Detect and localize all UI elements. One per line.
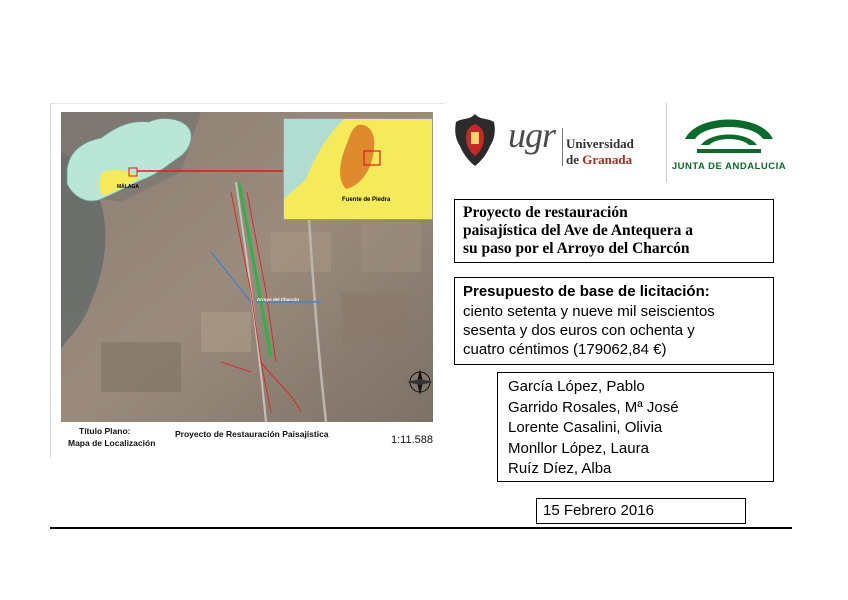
junta-arc-icon (667, 103, 791, 159)
plan-title-value: Mapa de Localización (68, 438, 156, 448)
document-date: 15 Febrero 2016 (543, 502, 654, 519)
fuente-de-piedra-label: Fuente de Piedra (342, 197, 391, 203)
project-caption: Proyecto de Restauración Paisajística (175, 429, 329, 439)
budget-heading: Presupuesto de base de licitación: (463, 283, 710, 300)
aerial-map-image (61, 112, 433, 422)
junta-text: JUNTA DE ANDALUCIA (671, 161, 787, 172)
authors-box (497, 372, 774, 482)
author-name: Monllor López, Laura (508, 439, 649, 457)
ugr-name-prefix: de (566, 152, 583, 167)
project-title-box (454, 199, 774, 263)
plan-title-label: Título Plano: (79, 426, 131, 436)
map-scale: 1:11.588 (391, 434, 434, 446)
date-box (536, 498, 746, 524)
ugr-separator (562, 128, 563, 166)
title-line: paisajística del Ave de Antequera a (463, 222, 694, 239)
ugr-logo (444, 108, 650, 172)
author-name: Ruíz Díez, Alba (508, 460, 612, 477)
bottom-divider (50, 527, 792, 529)
arroyo-label: Arroyo del Charcón (257, 297, 300, 302)
ugr-name-line2 (566, 152, 632, 168)
andalucia-outline (61, 112, 199, 212)
author-name: García López, Pablo (508, 378, 645, 395)
ugr-name-line1: Universidad (566, 136, 634, 151)
title-line: Proyecto de restauración (463, 204, 628, 221)
ugr-shield-icon (450, 112, 500, 168)
fuente-de-piedra-inset (283, 118, 433, 220)
malaga-label: MÁLAGA (117, 184, 139, 190)
inset-connector-line (137, 168, 287, 174)
title-line: su paso por el Arroyo del Charcón (463, 240, 690, 257)
andalucia-inset-map (61, 112, 199, 212)
location-map-panel (50, 103, 445, 458)
ugr-wordmark: ugr (508, 115, 556, 155)
budget-line: sesenta y dos euros con ochenta y (463, 322, 695, 339)
budget-box (454, 277, 774, 365)
author-name: Garrido Rosales, Mª José (508, 398, 679, 416)
fuente-de-piedra-drawing (284, 119, 432, 219)
junta-andalucia-logo (666, 103, 791, 183)
budget-line: cuatro céntimos (179062,84 €) (463, 341, 667, 358)
budget-line: ciento setenta y nueve mil seiscientos (463, 303, 715, 320)
ugr-name-city: Granada (582, 152, 633, 167)
author-name: Lorente Casalini, Olivia (508, 419, 663, 436)
compass-rose-icon (405, 367, 433, 397)
